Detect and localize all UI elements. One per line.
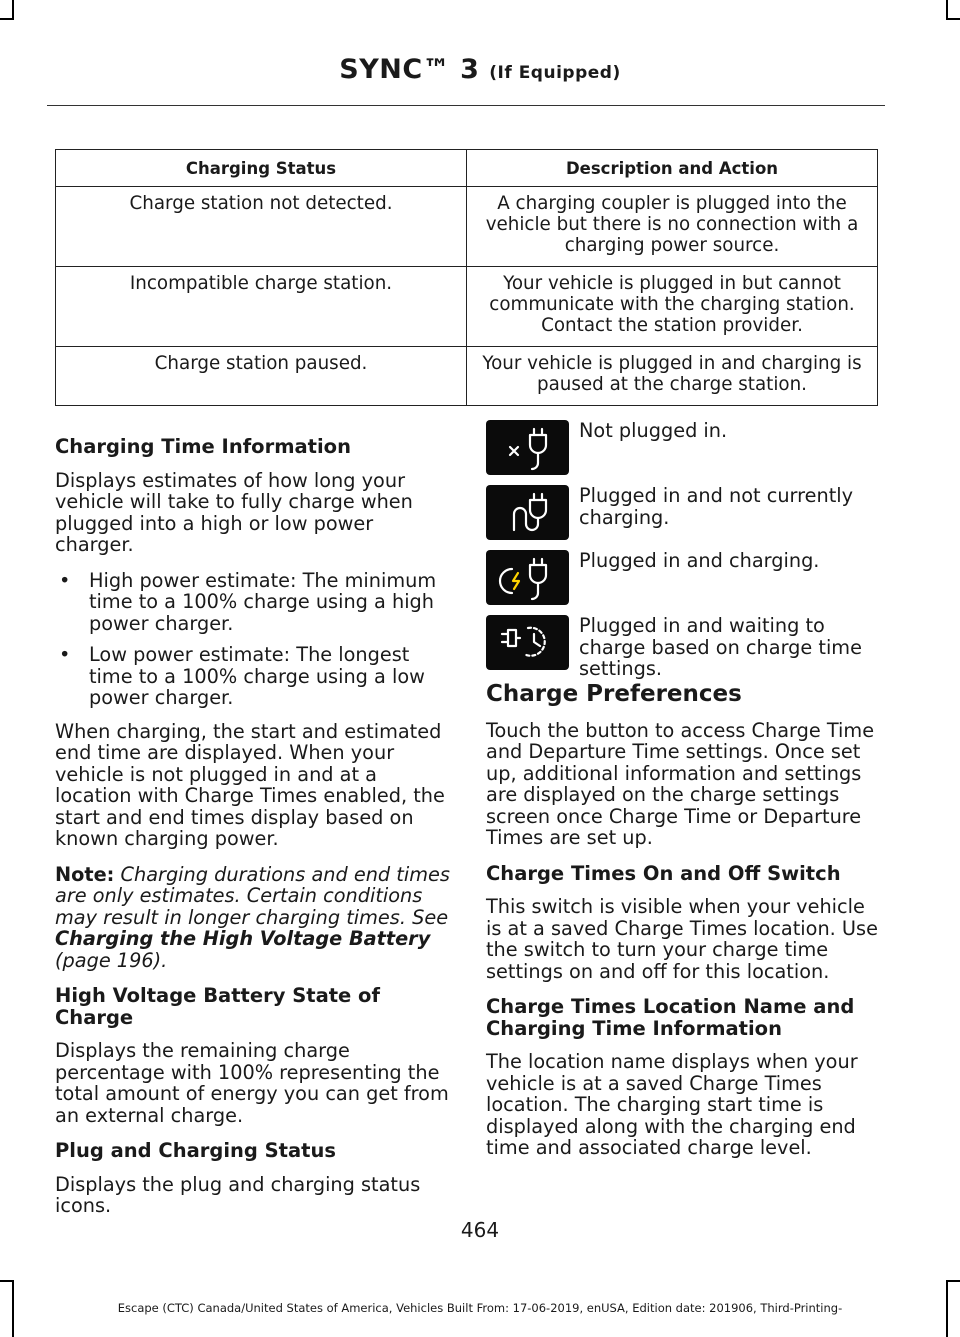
paragraph-when-charging: When charging, the start and estimated end time are displayed. When your vehicle is not plugged in and at a location with Charge Times enabled, the start and end times display based on known charging power. <box>55 719 445 850</box>
icon-label: Plugged in and charging. <box>579 549 820 572</box>
heading-charge-times-switch: Charge Times On and Off Switch <box>486 861 841 885</box>
table-header-row <box>56 150 878 187</box>
column-header-description: Description and Action <box>467 150 878 187</box>
table-row <box>56 187 878 267</box>
paragraph-charge-times-switch: This switch is visible when your vehicle is at a saved Charge Times location. Use the switch to turn your charge time settings on and off for this location. <box>486 895 878 983</box>
paragraph-location-name: The location name displays when your vehicle is at a saved Charge Times location. The charging start time is displayed along with the charging end time and associated charge level. <box>486 1050 858 1159</box>
crop-mark <box>0 1280 14 1282</box>
heading-state-of-charge: High Voltage Battery State of Charge <box>55 984 380 1029</box>
note-label: Note: <box>55 862 115 886</box>
header-title: SYNC™ 3 <box>339 54 480 85</box>
plug-not-connected-icon <box>486 420 569 475</box>
estimate-list <box>55 570 451 709</box>
table-cell-description: Your vehicle is plugged in but cannot communicate with the charging station. Contact the station provider. <box>467 267 878 347</box>
list-item: • High power estimate: The minimum time to a 100% charge using a high power charger. <box>55 570 451 635</box>
heading-charging-time: Charging Time Information <box>55 435 351 458</box>
heading-plug-status: Plug and Charging Status <box>55 1139 336 1162</box>
heading-location-name: Charge Times Location Name and Charging Time Information <box>486 995 855 1040</box>
icon-legend-row <box>486 550 882 615</box>
note <box>55 864 451 972</box>
plug-charging-icon <box>486 550 569 605</box>
header-rule <box>47 105 885 106</box>
table-row <box>56 347 878 406</box>
left-column <box>55 436 451 1231</box>
icon-legend-row <box>486 420 882 485</box>
plug-waiting-timer-icon <box>486 615 569 670</box>
crop-mark <box>12 0 14 18</box>
paragraph-charge-preferences: Touch the button to access Charge Time and Departure Time settings. Once set up, additional information and settings are displayed on the charge settings screen once Charge Time or Departure Times are set up. <box>486 718 875 849</box>
icon-label: Plugged in and not currently charging. <box>579 484 854 529</box>
note-body: Charging durations and end times are only estimates. Certain conditions may result in longer charging times. See <box>55 862 450 929</box>
header-subtitle: (If Equipped) <box>489 63 621 83</box>
note-page-ref: (page 196). <box>55 948 168 972</box>
icon-label: Not plugged in. <box>579 419 728 442</box>
right-column <box>486 420 882 1173</box>
crop-mark <box>946 1280 960 1282</box>
paragraph-charging-time: Displays estimates of how long your vehicle will take to fully charge when plugged into a high or low power charger. <box>55 468 413 556</box>
table-cell-description: Your vehicle is plugged in and charging is paused at the charge station. <box>467 347 878 406</box>
page-header <box>0 54 960 85</box>
icon-label: Plugged in and waiting to charge based on charge time settings. <box>579 614 862 680</box>
crop-mark <box>946 0 948 18</box>
table-cell-status: Charge station paused. <box>56 347 467 406</box>
table-cell-status: Incompatible charge station. <box>56 267 467 347</box>
icon-legend-row <box>486 485 882 550</box>
charging-status-table <box>55 149 878 406</box>
paragraph-state-of-charge: Displays the remaining charge percentage with 100% representing the total amount of energy you can get from an external charge. <box>55 1039 449 1127</box>
cross-reference-link[interactable]: Charging the High Voltage Battery <box>55 927 431 950</box>
table-row <box>56 267 878 347</box>
crop-mark <box>0 18 14 20</box>
page-number: 464 <box>460 1218 500 1242</box>
crop-mark <box>946 18 960 20</box>
table-cell-description: A charging coupler is plugged into the vehicle but there is no connection with a charging power source. <box>467 187 878 267</box>
list-item: • Low power estimate: The longest time to a 100% charge using a low power charger. <box>55 644 451 709</box>
plug-connected-idle-icon <box>486 485 569 540</box>
column-header-charging-status: Charging Status <box>56 150 467 187</box>
paragraph-plug-status: Displays the plug and charging status icons. <box>55 1172 421 1217</box>
footer: Escape (CTC) Canada/United States of America, Vehicles Built From: 17-06-2019, enUSA, Edition date: 201906, Third-Printing- <box>117 1301 843 1315</box>
heading-charge-preferences: Charge Preferences <box>486 681 742 707</box>
table-cell-status: Charge station not detected. <box>56 187 467 267</box>
icon-legend-row <box>486 615 882 680</box>
